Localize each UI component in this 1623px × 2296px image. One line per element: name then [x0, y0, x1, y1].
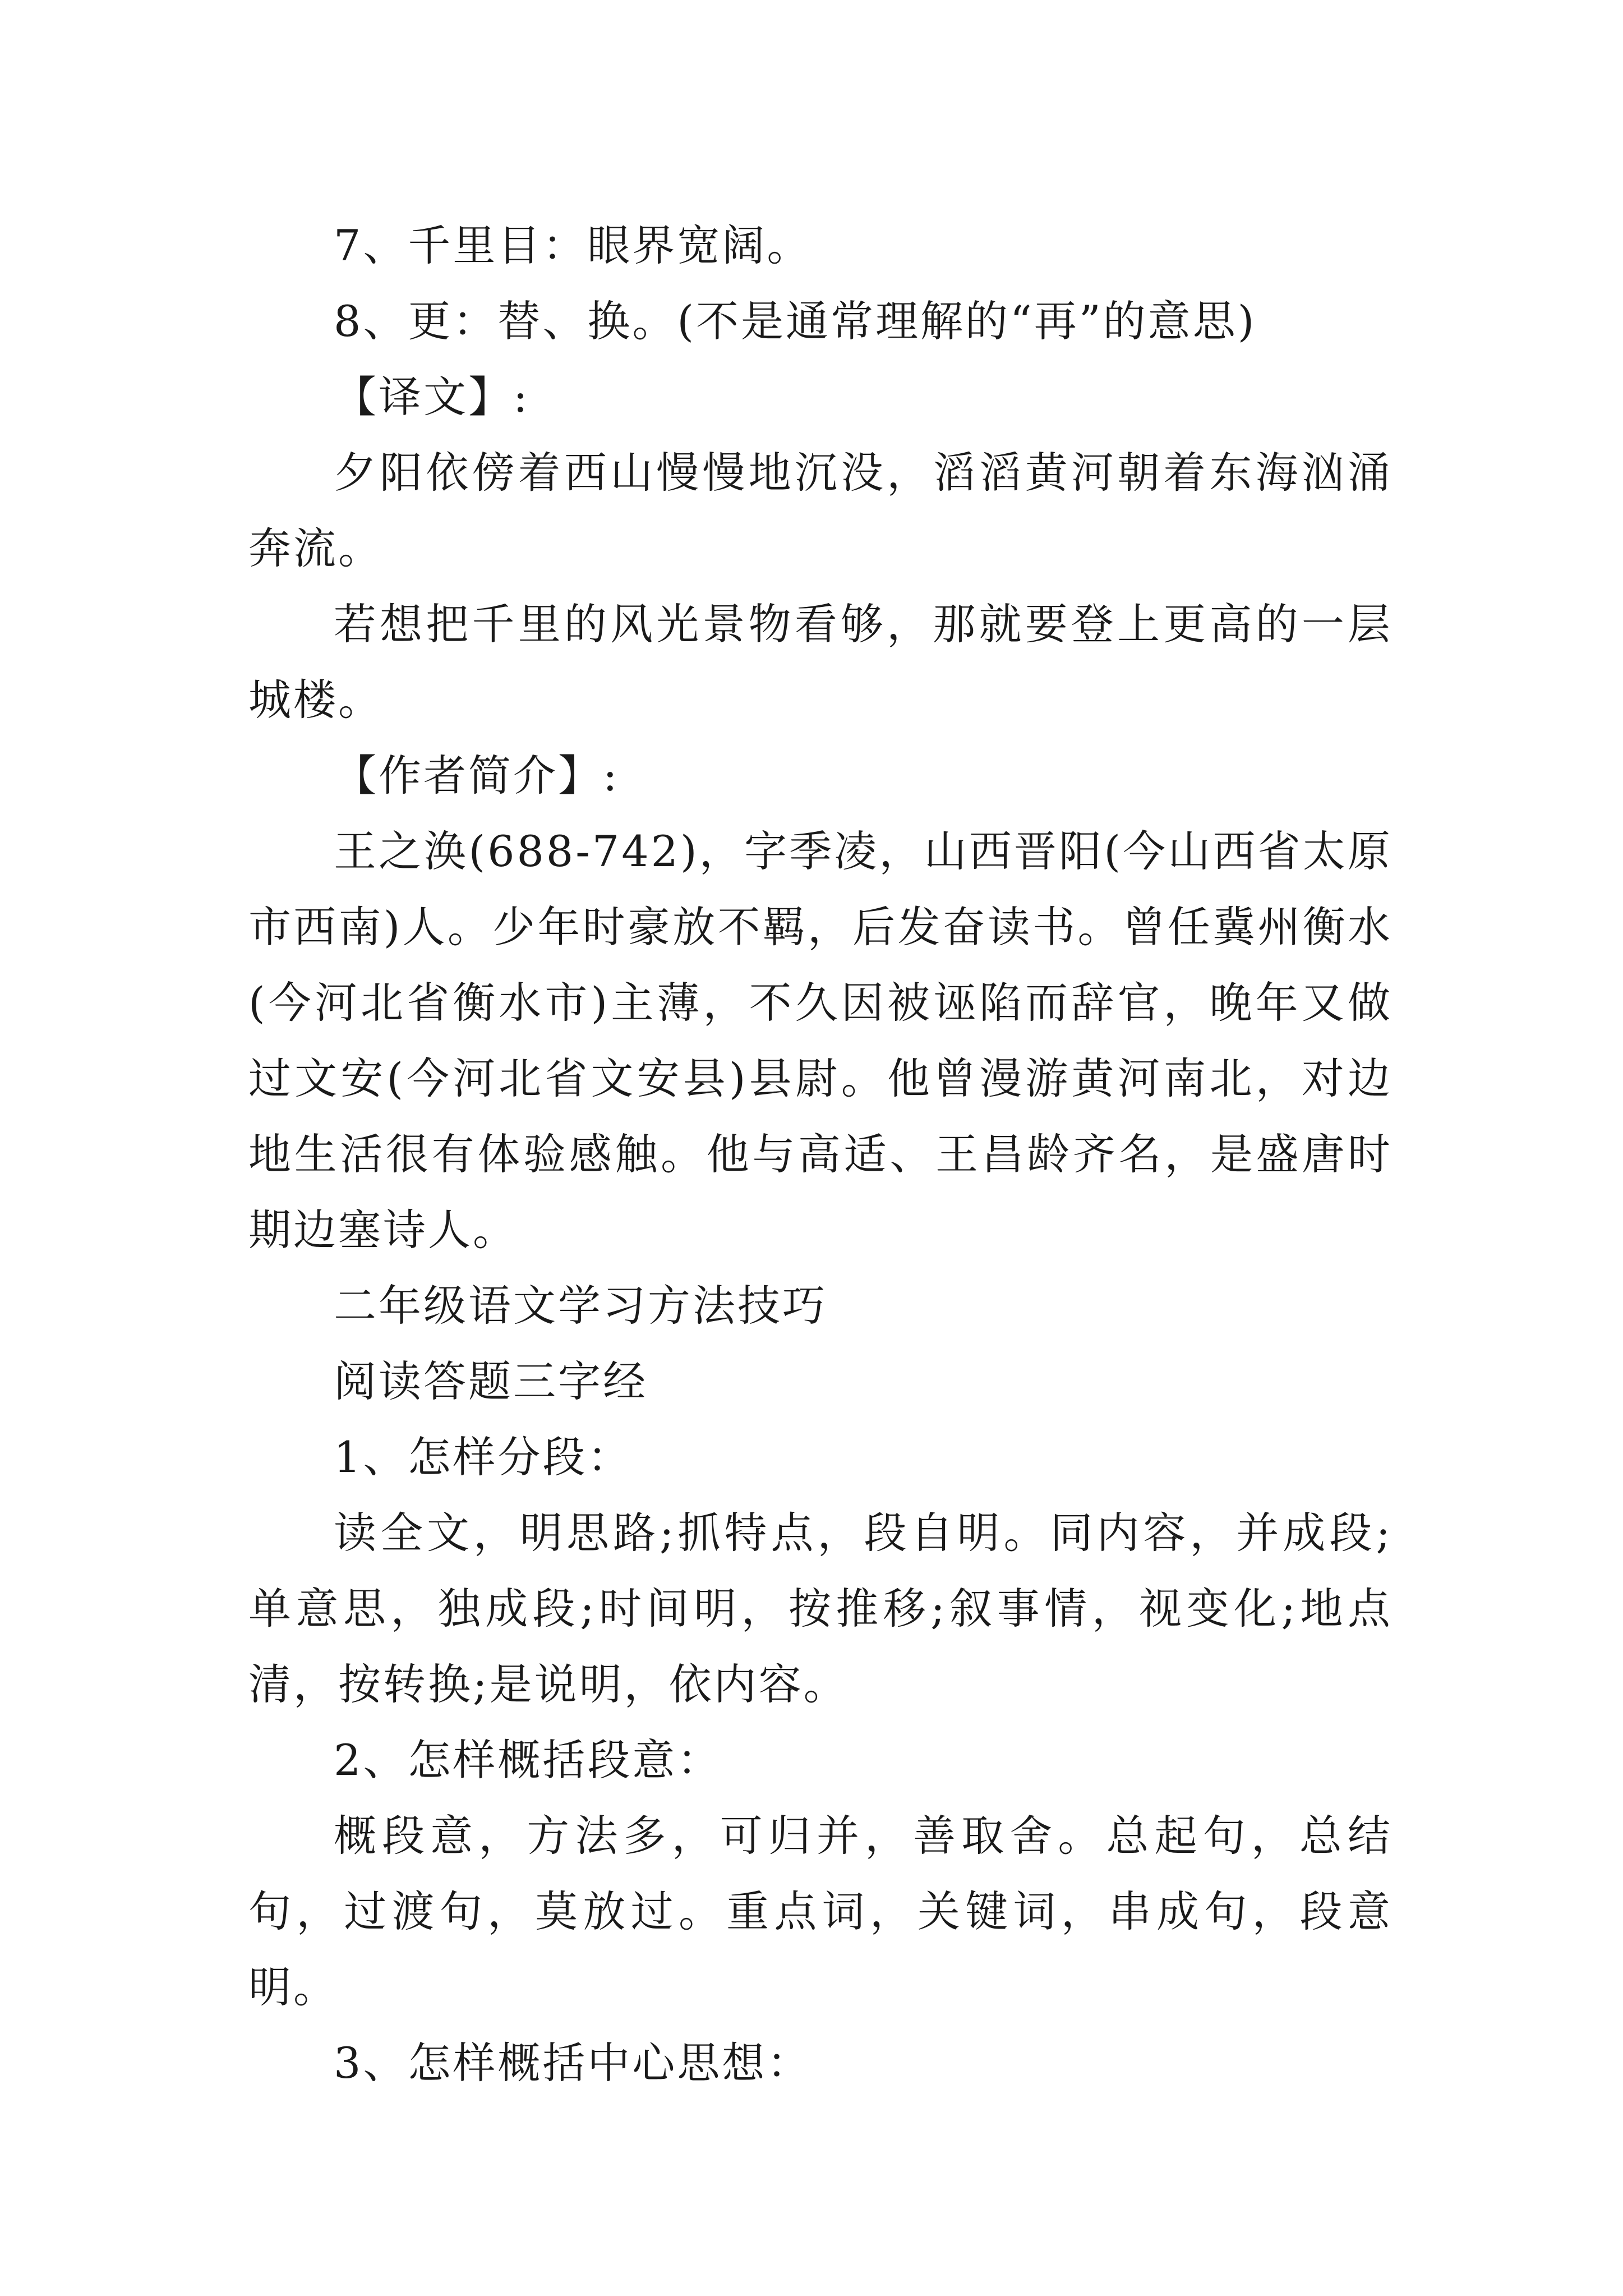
paragraph-translation-2: 若想把千里的风光景物看够，那就要登上更高的一层城楼。	[248, 599, 1393, 725]
paragraph-segment-rules: 读全文，明思路;抓特点，段自明。同内容，并成段;单意思，独成段;时间明，按推移;叙事情，视变化;地点清，按转换;是说明，依内容。	[248, 1508, 1393, 1709]
document-body	[248, 208, 1393, 2101]
paragraph-summarize-rules: 概段意，方法多，可归并，善取舍。总起句，总结句，过渡句，莫放过。重点词，关键词，串成句，段意明。	[248, 1811, 1393, 2012]
paragraph-translation-1: 夕阳依傍着西山慢慢地沉没，滔滔黄河朝着东海汹涌奔流。	[248, 448, 1393, 573]
heading-study-methods: 二年级语文学习方法技巧	[334, 1281, 827, 1331]
heading-central-idea: 3、怎样概括中心思想：	[334, 2038, 812, 2088]
paragraph-author-bio: 王之涣(688-742)，字季凌，山西晋阳(今山西省太原市西南)人。少年时豪放不羁，后发奋读书。曾任冀州衡水(今河北省衡水市)主薄，不久因被诬陷而辞官，晚年又做过文安(今河北省文安县)县尉。他曾漫游黄河南北，对边地生活很有体验感触。他与高适、王昌龄齐名，是盛唐时期边塞诗人。	[248, 826, 1393, 1255]
paragraph-note-8: 8、更：替、换。(不是通常理解的“再”的意思)	[334, 296, 1257, 346]
heading-summarize-paragraph: 2、怎样概括段意：	[334, 1735, 722, 1785]
heading-author-intro: 【作者简介】:	[334, 751, 620, 800]
heading-translation: 【译文】:	[334, 372, 530, 422]
heading-how-to-segment: 1、怎样分段：	[334, 1432, 633, 1482]
paragraph-note-7: 7、千里目：眼界宽阔。	[334, 220, 812, 270]
heading-reading-classic: 阅读答题三字经	[334, 1356, 648, 1406]
